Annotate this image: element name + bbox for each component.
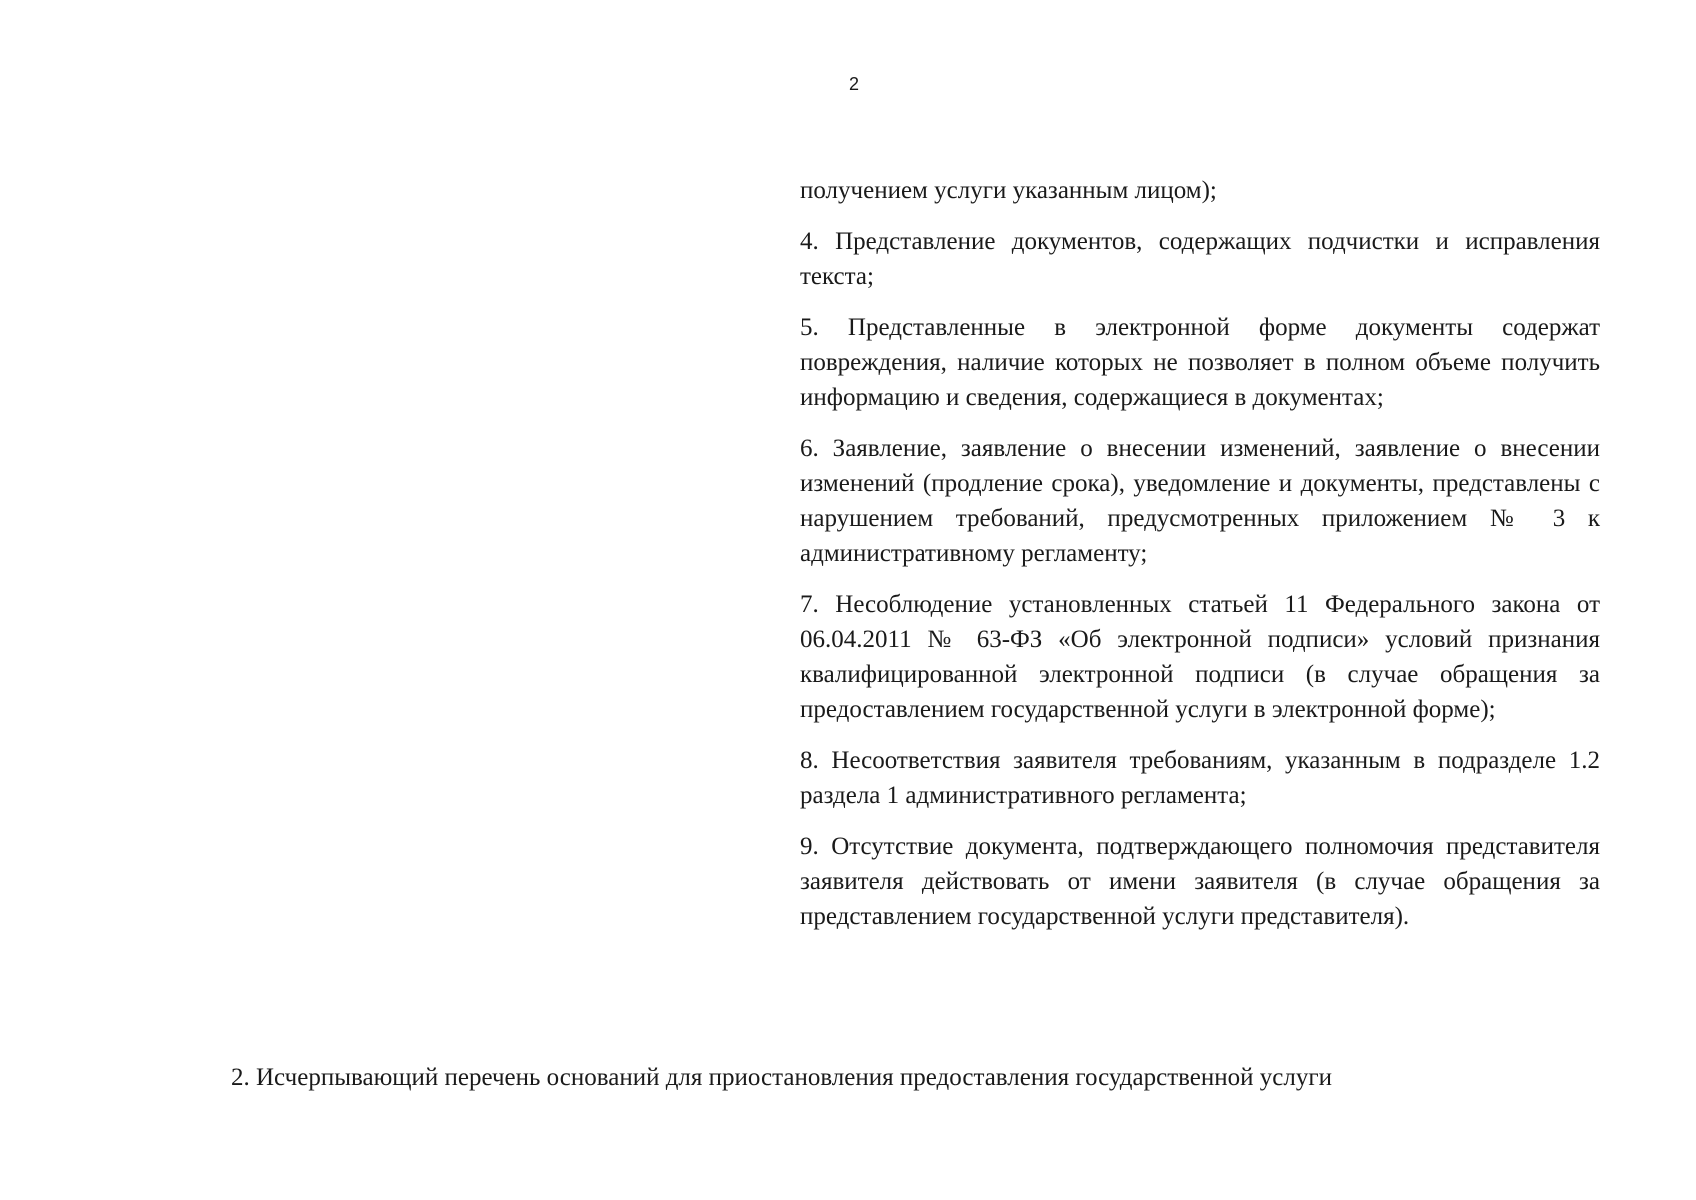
list-item: 6. Заявление, заявление о внесении изменений, заявление о внесении изменений (продление срока), уведомление и документы, представлены с нарушением требований, предусмотренных приложением № 3 к административному регламенту; (800, 435, 1600, 567)
section-heading: 2. Исчерпывающий перечень оснований для приостановления предоставления государственной услуги (231, 1064, 1332, 1091)
page-number (0, 74, 1696, 94)
document-column (800, 173, 1600, 950)
list-item: 5. Представленные в электронной форме документы содержат повреждения, наличие которых не позволяет в полном объеме получить информацию и сведения, содержащиеся в документах; (800, 314, 1600, 411)
list-item: 8. Несоответствия заявителя требованиям, указанным в подразделе 1.2 раздела 1 административного регламента; (800, 747, 1600, 809)
list-item: 4. Представление документов, содержащих подчистки и исправления текста; (800, 228, 1600, 290)
list-item: 9. Отсутствие документа, подтверждающего полномочия представителя заявителя действовать от имени заявителя (в случае обращения за представлением государственной услуги представителя). (800, 833, 1600, 930)
continuation-paragraph: получением услуги указанным лицом); (800, 177, 1217, 204)
page-number-text: 2 (848, 74, 859, 94)
list-item: 7. Несоблюдение установленных статьей 11 Федерального закона от 06.04.2011 № 63-ФЗ «Об электронной подписи» условий признания квалифицированной электронной подписи (в случае обращения за предоставлением государственной услуги в электронной форме); (800, 591, 1600, 723)
